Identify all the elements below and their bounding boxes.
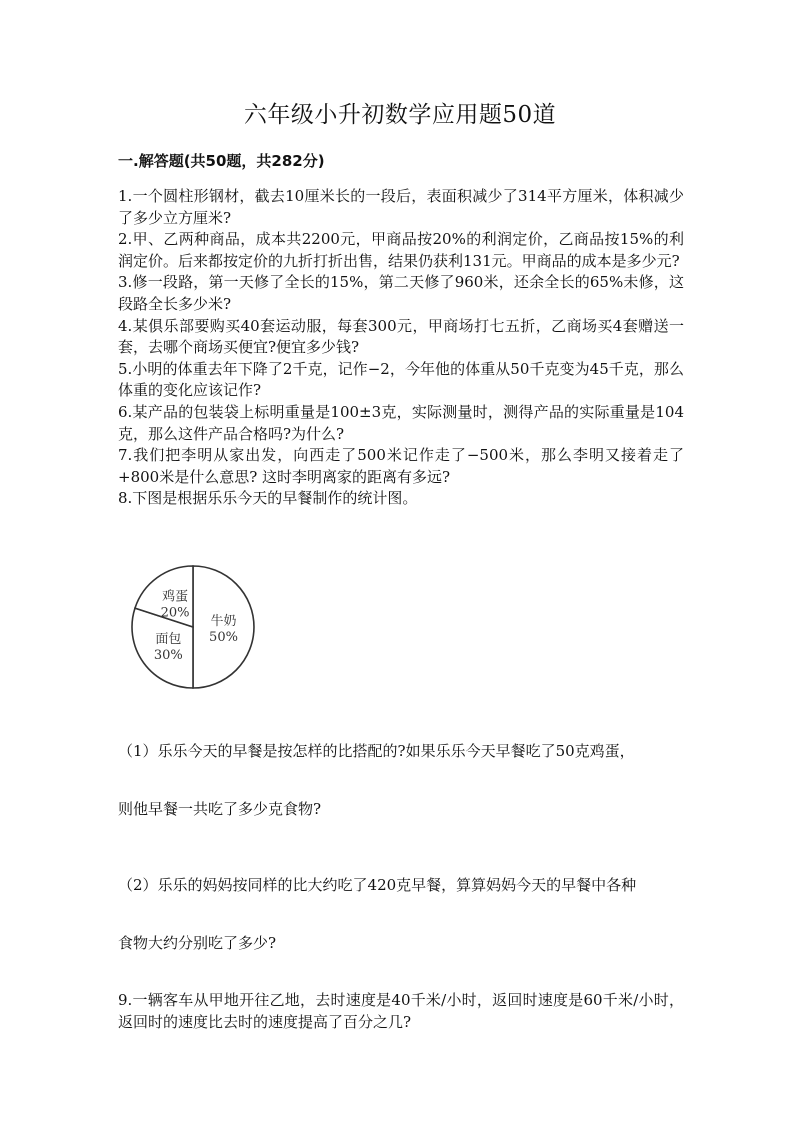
question-1: 1.一个圆柱形钢材，截去10厘米长的一段后，表面积减少了314平方厘米，体积减少了多少立方厘米? xyxy=(118,187,684,227)
question-8: 8.下图是根据乐乐今天的早餐制作的统计图。 xyxy=(118,489,418,508)
question-3: 3.修一段路，第一天修了全长的15%，第二天修了960米，还余全长的65%未修，这段路全长多少米? xyxy=(118,273,684,313)
question-4: 4.某俱乐部要购买40套运动服，每套300元，甲商场打七五折，乙商场买4套赠送一套，去哪个商场买便宜?便宜多少钱? xyxy=(118,316,684,357)
sub-question-1-line-2: 则他早餐一共吃了多少克食物? xyxy=(118,800,322,818)
breakfast-pie-chart xyxy=(128,562,258,692)
sub-question-1-line-1: （1）乐乐今天的早餐是按怎样的比搭配的?如果乐乐今天早餐吃了50克鸡蛋， xyxy=(118,742,635,760)
pie-label-2: 面包 xyxy=(155,631,182,647)
pie-value-label-1: 50% xyxy=(209,630,238,645)
section-heading: 一.解答题(共50题，共282分) xyxy=(118,152,325,170)
page-title: 六年级小升初数学应用题50道 xyxy=(243,102,557,128)
question-5: 5.小明的体重去年下降了2千克，记作−2，今年他的体重从50千克变为45千克，那么体重的变化应该记作? xyxy=(118,359,684,400)
question-6: 6.某产品的包装袋上标明重量是100±3克，实际测量时，测得产品的实际重量是104克，那么这件产品合格吗?为什么? xyxy=(118,402,684,443)
questions-body xyxy=(118,186,684,510)
question-7: 7.我们把李明从家出发，向西走了500米记作走了−500米，那么李明又接着走了+800米是什么意思? 这时李明离家的距离有多远? xyxy=(118,446,684,486)
pie-svg xyxy=(128,562,258,692)
pie-label-1: 牛奶 xyxy=(210,614,237,629)
pie-value-label-3: 20% xyxy=(160,605,190,621)
pie-label-3: 鸡蛋 xyxy=(162,589,189,605)
sub-question-2-line-1: （2）乐乐的妈妈按同样的比大约吃了420克早餐，算算妈妈今天的早餐中各种 xyxy=(118,876,637,894)
question-9: 9.一辆客车从甲地开往乙地，去时速度是40千米/小时，返回时速度是60千米/小时，返回时的速度比去时的速度提高了百分之几? xyxy=(118,991,684,1031)
sub-question-2-line-2: 食物大约分别吃了多少? xyxy=(118,934,277,952)
question-2: 2.甲、乙两种商品，成本共2200元，甲商品按20%的利润定价，乙商品按15%的利润定价。后来都按定价的九折打折出售，结果仍获利131元。甲商品的成本是多少元? xyxy=(118,230,684,270)
pie-value-label-2: 30% xyxy=(153,647,183,663)
